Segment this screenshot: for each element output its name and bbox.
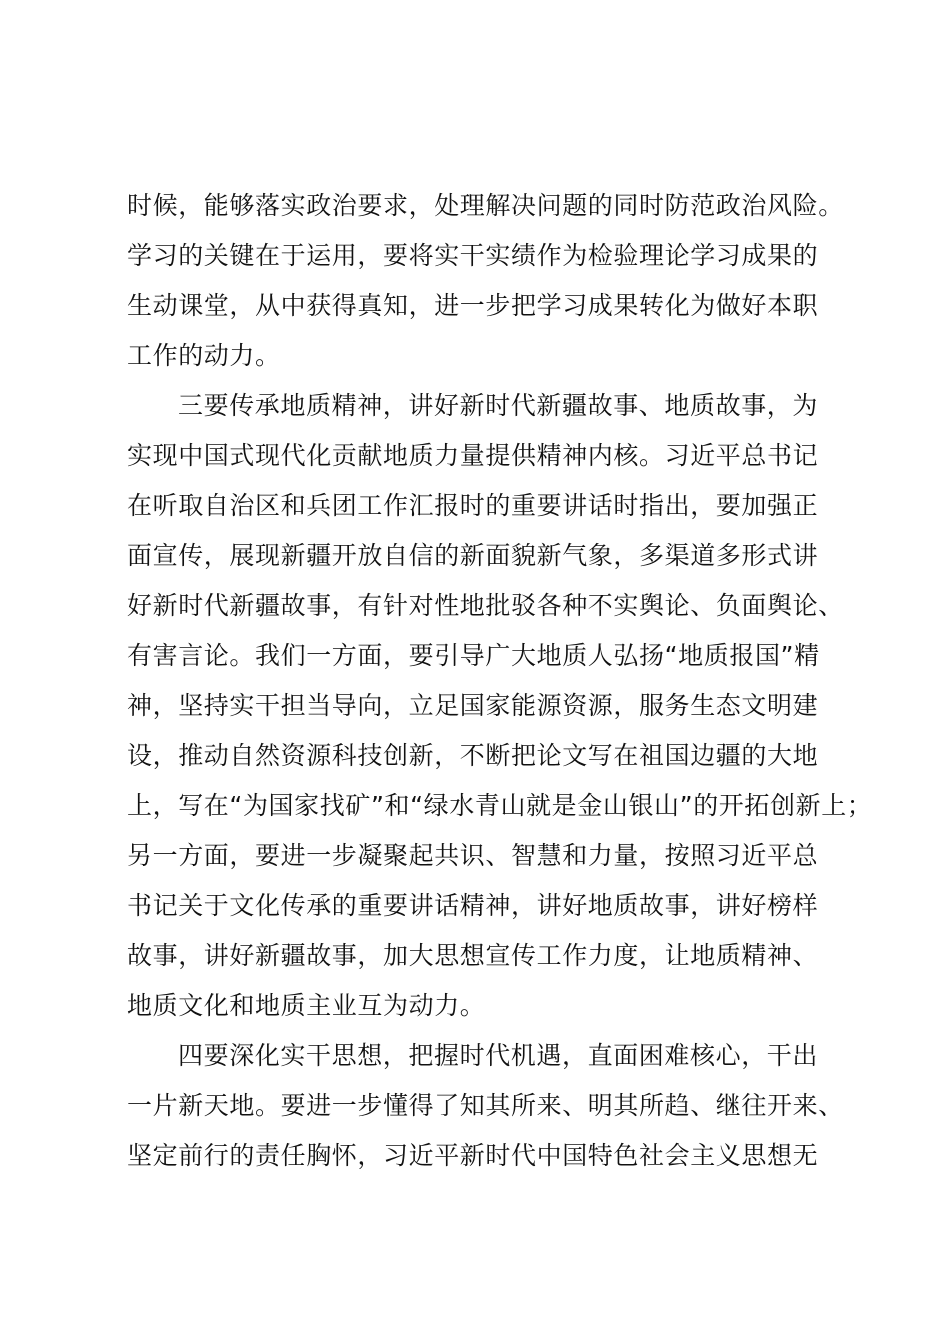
- text-line: 有害言论。我们一方面，要引导广大地质人弘扬“地质报国”精: [127, 641, 820, 670]
- text-line: 时候，能够落实政治要求，处理解决问题的同时防范政治风险。: [127, 191, 844, 220]
- text-line: 好新时代新疆故事，有针对性地批驳各种不实舆论、负面舆论、: [127, 591, 844, 620]
- text-line: 学习的关键在于运用，要将实干实绩作为检验理论学习成果的: [127, 241, 819, 270]
- text-line: 书记关于文化传承的重要讲话精神，讲好地质故事，讲好榜样: [127, 891, 819, 920]
- text-line: 地质文化和地质主业互为动力。: [127, 991, 486, 1020]
- paragraph-start-line: 四要深化实干思想，把握时代机遇，直面困难核心，干出: [178, 1041, 819, 1070]
- text-line: 在听取自治区和兵团工作汇报时的重要讲话时指出，要加强正: [127, 491, 819, 520]
- text-line: 一片新天地。要进一步懂得了知其所来、明其所趋、继往开来、: [127, 1091, 844, 1120]
- paragraph-start-line: 三要传承地质精神，讲好新时代新疆故事、地质故事，为: [178, 391, 819, 420]
- text-line: 神，坚持实干担当导向，立足国家能源资源，服务生态文明建: [127, 691, 819, 720]
- text-line: 故事，讲好新疆故事，加大思想宣传工作力度，让地质精神、: [127, 941, 819, 970]
- text-line: 上，写在“为国家找矿”和“绿水青山就是金山银山”的开拓创新上；: [127, 791, 873, 820]
- text-line: 实现中国式现代化贡献地质力量提供精神内核。习近平总书记: [127, 441, 819, 470]
- body-text: [127, 181, 873, 1181]
- text-line: 设，推动自然资源科技创新，不断把论文写在祖国边疆的大地: [127, 741, 819, 770]
- text-line: 面宣传，展现新疆开放自信的新面貌新气象，多渠道多形式讲: [127, 541, 819, 570]
- text-line: 生动课堂，从中获得真知，进一步把学习成果转化为做好本职: [127, 291, 819, 320]
- text-line: 工作的动力。: [127, 341, 281, 370]
- text-line: 另一方面，要进一步凝聚起共识、智慧和力量，按照习近平总: [127, 841, 819, 870]
- text-line: 坚定前行的责任胸怀，习近平新时代中国特色社会主义思想无: [127, 1141, 819, 1170]
